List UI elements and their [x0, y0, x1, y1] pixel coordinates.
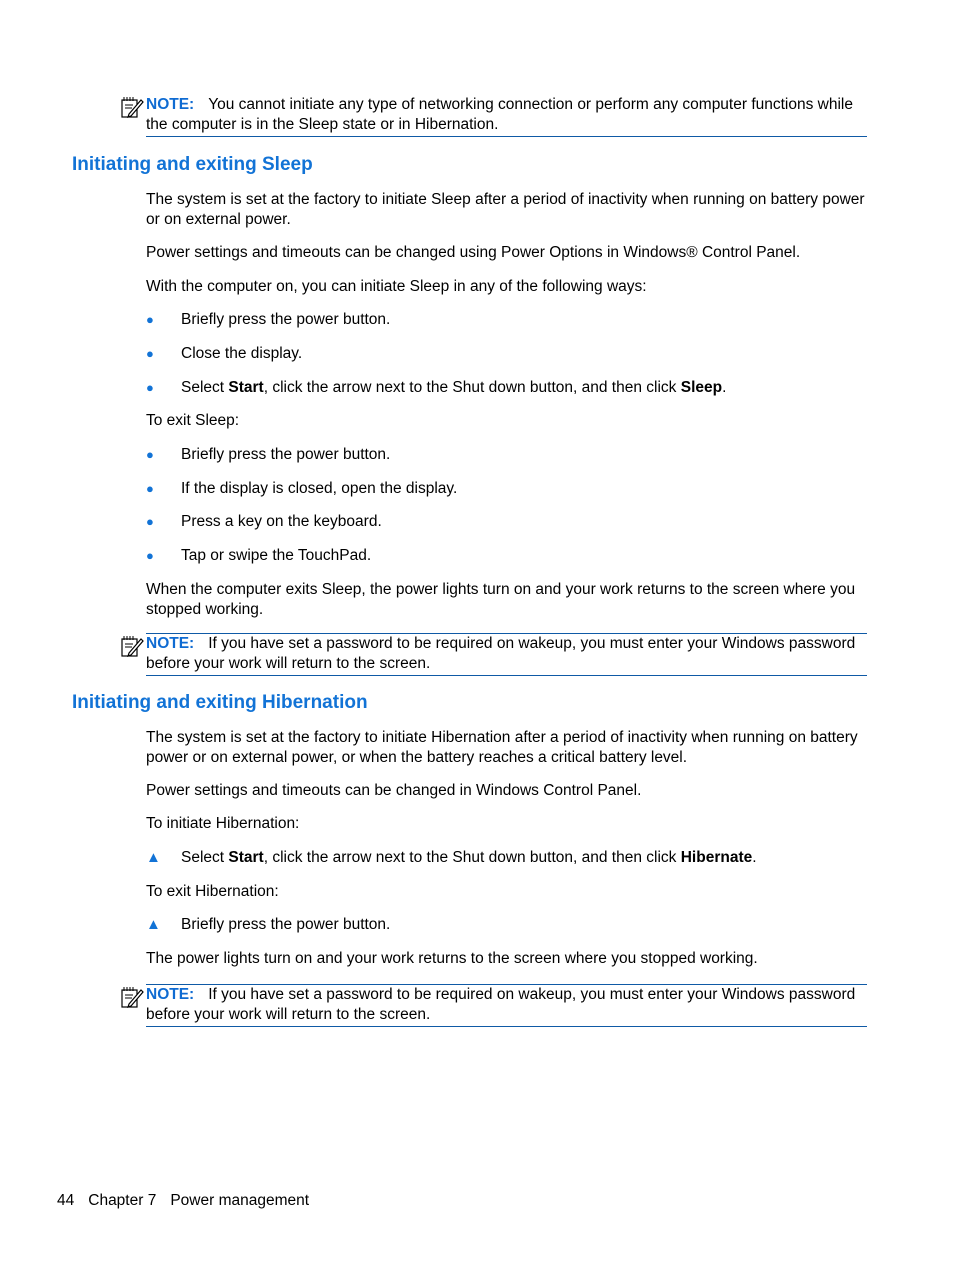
chapter-title: Power management [170, 1192, 310, 1209]
note-pencil-icon [120, 634, 144, 658]
note-networking [146, 95, 867, 137]
note-text: If you have set a password to be required on wakeup, you must enter your Windows password before your work will return to the screen. [146, 986, 856, 1023]
paragraph: To exit Hibernation: [146, 883, 279, 900]
note-wakeup-password [146, 984, 867, 1027]
note-wakeup-password [146, 633, 867, 676]
chapter-label: Chapter 7 [88, 1192, 157, 1209]
note-label: NOTE: [146, 96, 195, 113]
note-text: You cannot initiate any type of networking connection or perform any computer functions while the computer is in the Sleep state or in Hibernation. [146, 96, 853, 133]
bullet-icon: ● [146, 312, 154, 327]
paragraph: To exit Sleep: [146, 412, 240, 429]
bullet-icon: ● [146, 380, 154, 395]
page-number: 44 [57, 1192, 75, 1209]
bullet-icon: ● [146, 346, 154, 361]
paragraph: The power lights turn on and your work returns to the screen where you stopped working. [146, 950, 758, 967]
note-pencil-icon [120, 95, 144, 119]
triangle-step-icon: ▲ [146, 916, 161, 933]
note-pencil-icon [120, 985, 144, 1009]
triangle-step-icon: ▲ [146, 849, 161, 866]
paragraph: Power settings and timeouts can be changed in Windows Control Panel. [146, 782, 642, 799]
paragraph: With the computer on, you can initiate Sleep in any of the following ways: [146, 278, 647, 295]
bullet-icon: ● [146, 447, 154, 462]
page-footer [57, 1192, 323, 1210]
bullet-icon: ● [146, 514, 154, 529]
bullet-icon: ● [146, 481, 154, 496]
paragraph: The system is set at the factory to initiate Hibernation after a period of inactivity when running on battery power or on external power, or when the battery reaches a critical battery level. [146, 729, 858, 766]
paragraph: Power settings and timeouts can be changed using Power Options in Windows® Control Panel. [146, 244, 801, 261]
note-label: NOTE: [146, 986, 195, 1003]
paragraph: When the computer exits Sleep, the power lights turn on and your work returns to the screen where you stopped working. [146, 581, 856, 618]
note-text: If you have set a password to be required on wakeup, you must enter your Windows password before your work will return to the screen. [146, 635, 856, 672]
section-heading-hibernation: Initiating and exiting Hibernation [72, 692, 368, 713]
section-heading-sleep: Initiating and exiting Sleep [72, 154, 313, 175]
bullet-icon: ● [146, 548, 154, 563]
note-label: NOTE: [146, 635, 195, 652]
paragraph: To initiate Hibernation: [146, 815, 300, 832]
paragraph: The system is set at the factory to initiate Sleep after a period of inactivity when running on battery power or on external power. [146, 191, 865, 228]
